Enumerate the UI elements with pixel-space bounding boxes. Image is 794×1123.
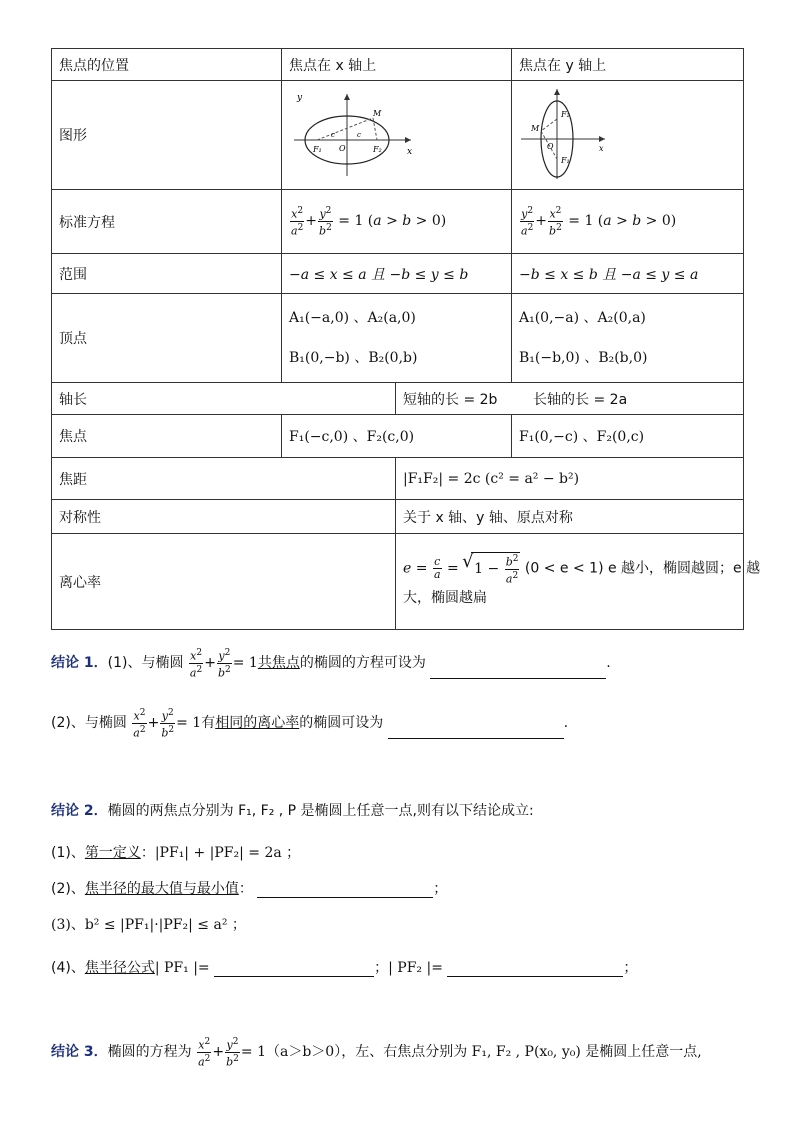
conclusion-3-label: 结论 3． <box>51 1044 108 1061</box>
vertex-y <box>512 294 744 383</box>
vertex-y-a: A₁(0,−a) 、A₂(0,a) <box>519 310 646 326</box>
svg-text:O: O <box>547 142 554 151</box>
eccentricity: e = $\frac{c}{a}$ = √ 1 − $\frac{b^2}{a^2}$ (0 < e < 1) e 越小，椭圆越圆；e 越 大，椭圆越扁 <box>396 534 744 630</box>
blank-1a[interactable] <box>430 678 606 679</box>
conclusion-2-item-3: (3)、b² ≤ |PF₁|·|PF₂| ≤ a² ； <box>51 917 246 933</box>
vertex-x <box>282 294 512 383</box>
equation-x: $\frac{x^2}{a^2}$ + $\frac{y^2}{b^2}$ = 1 (a > b > 0) <box>282 190 512 254</box>
focus-y: F₁(0,−c) 、F₂(0,c) <box>512 415 744 458</box>
header-position: 焦点的位置 <box>52 49 282 81</box>
svg-text:F₁: F₁ <box>313 145 322 154</box>
eccentricity-note: (0 < e < 1) e 越小，椭圆越圆；e 越 <box>524 560 761 577</box>
svg-text:y: y <box>297 93 303 103</box>
header-y-axis: 焦点在 y 轴上 <box>512 49 744 81</box>
label-focal-distance: 焦距 <box>52 458 396 500</box>
conclusion-1-label: 结论 1． <box>51 655 108 672</box>
svg-text:F₂: F₂ <box>561 110 570 119</box>
ellipse-table <box>51 48 761 630</box>
conclusion-2-item-2: (2)、焦半径的最大值与最小值： ； <box>51 881 448 897</box>
ellipse-x-diagram <box>289 88 419 178</box>
blank-pf2[interactable] <box>447 976 623 977</box>
graph-x-ellipse <box>282 81 512 190</box>
axis-length: 短轴的长 = 2b 长轴的长 = 2a <box>396 383 744 415</box>
label-graph: 图形 <box>52 81 282 190</box>
svg-text:O: O <box>339 144 346 153</box>
svg-text:c: c <box>331 131 335 139</box>
svg-text:F₂: F₂ <box>373 145 382 154</box>
vertex-x-b: B₁(0,−b) 、B₂(0,b) <box>289 350 418 366</box>
svg-text:F₁: F₁ <box>561 156 570 165</box>
svg-text:x: x <box>407 147 413 157</box>
header-x-axis: 焦点在 x 轴上 <box>282 49 512 81</box>
label-equation: 标准方程 <box>52 190 282 254</box>
svg-text:M: M <box>373 109 382 118</box>
svg-text:M: M <box>531 124 540 133</box>
focus-x: F₁(−c,0) 、F₂(c,0) <box>282 415 512 458</box>
label-range: 范围 <box>52 254 282 294</box>
vertex-x-a: A₁(−a,0) 、A₂(a,0) <box>289 310 416 326</box>
vertex-y-b: B₁(−b,0) 、B₂(b,0) <box>519 350 648 366</box>
svg-text:x: x <box>599 144 604 153</box>
conclusion-1a: 结论 1．(1)、与椭圆 $\frac{x^2}{a^2}$ + $\frac{y^2}{b^2}$ = 1共焦点的椭圆的方程可设为 . <box>51 648 611 680</box>
range-x: −a ≤ x ≤ a 且 −b ≤ y ≤ b <box>282 254 512 294</box>
equation-y: $\frac{y^2}{a^2}$ + $\frac{x^2}{b^2}$ = 1 (a > b > 0) <box>512 190 744 254</box>
label-vertex: 顶点 <box>52 294 282 383</box>
symmetry: 关于 x 轴、y 轴、原点对称 <box>396 500 744 534</box>
blank-2-2[interactable] <box>257 897 433 898</box>
range-y: −b ≤ x ≤ b 且 −a ≤ y ≤ a <box>512 254 744 294</box>
svg-text:c: c <box>357 131 361 139</box>
eccentricity-note-2: 大，椭圆越扁 <box>403 590 487 607</box>
graph-y-ellipse <box>512 81 744 190</box>
conclusion-2-label: 结论 2． <box>51 803 108 819</box>
label-symmetry: 对称性 <box>52 500 396 534</box>
ellipse-y-diagram <box>519 85 609 181</box>
conclusion-1b: (2)、与椭圆 $\frac{x^2}{a^2}$ + $\frac{y^2}{b^2}$ = 1有相同的离心率的椭圆可设为 . <box>51 708 569 740</box>
label-eccentricity: 离心率 <box>52 534 396 630</box>
conclusion-2-item-4: (4)、焦半径公式| PF₁ |= ；| PF₂ |= ； <box>51 960 638 976</box>
label-focus: 焦点 <box>52 415 282 458</box>
label-axis: 轴长 <box>52 383 396 415</box>
conclusion-3: 结论 3．椭圆的方程为 $\frac{x^2}{a^2}$ + $\frac{y^2}{b^2}$ = 1（a＞b＞0），左、右焦点分别为 F₁, F₂ , P(x₀, y₀) 是椭圆上任意一点, <box>51 1037 702 1069</box>
blank-1b[interactable] <box>388 738 564 739</box>
conclusion-2: 结论 2．椭圆的两焦点分别为 F₁, F₂ , P 是椭圆上任意一点,则有以下结论成立: <box>51 803 534 819</box>
blank-pf1[interactable] <box>214 976 374 977</box>
focal-distance: |F₁F₂| = 2c (c² = a² − b²) <box>396 458 744 500</box>
conclusion-2-item-1: (1)、第一定义：|PF₁| + |PF₂| = 2a ； <box>51 845 301 861</box>
